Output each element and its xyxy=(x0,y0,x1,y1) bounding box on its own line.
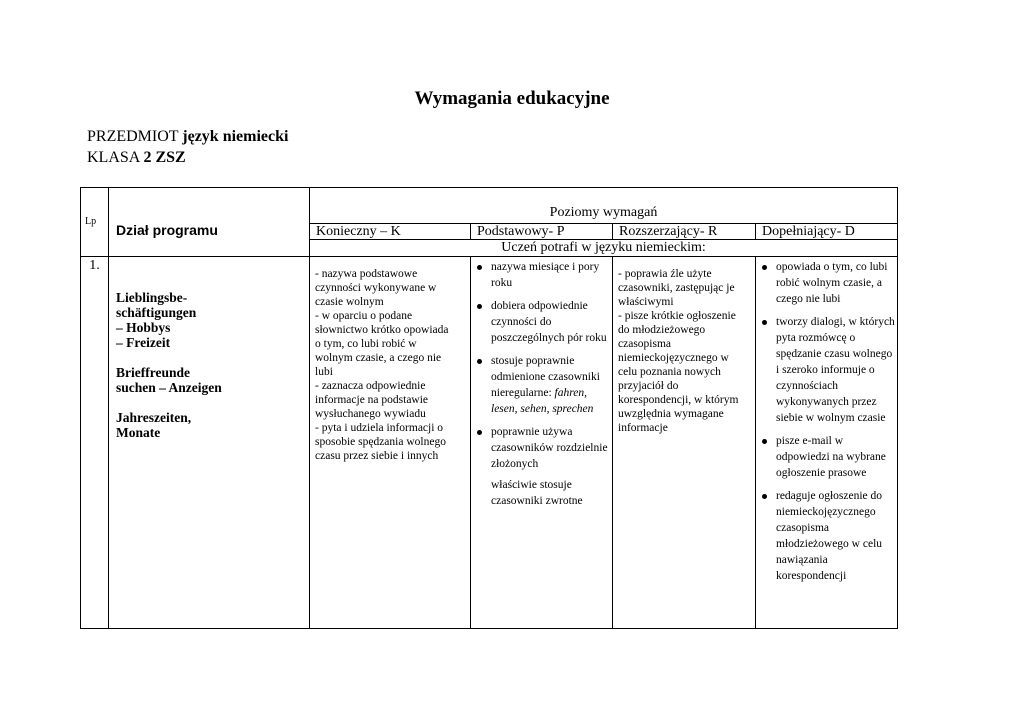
rozszerzajacy-line: niemieckojęzycznego w xyxy=(618,352,729,364)
rozszerzajacy-line: czasowniki, zastępując je xyxy=(618,282,735,294)
podstawowy-item xyxy=(477,298,610,346)
dopelniajacy-text: redaguje ogłoszenie do niemieckojęzycznego czasopisma młodzieżowego w celu nawiązania korespondencji xyxy=(776,490,883,582)
rozszerzajacy-line: uwzględnia wymagane xyxy=(618,408,724,420)
konieczny-line: sposobie spędzania wolnego xyxy=(315,436,446,448)
class-label: KLASA xyxy=(87,149,140,166)
rozszerzajacy-line: czasopisma xyxy=(618,338,672,350)
konieczny-line: - nazywa podstawowe xyxy=(315,268,418,280)
konieczny-line: - pyta i udziela informacji o xyxy=(315,422,444,434)
topic-line: schäftigungen xyxy=(116,305,197,320)
class-value: 2 ZSZ xyxy=(143,149,186,166)
level-dopelniajacy: Dopełniający- D xyxy=(756,223,898,240)
rozszerzajacy-line: informacje xyxy=(618,422,668,434)
konieczny-line: wolnym czasie, a czego nie xyxy=(315,352,442,364)
student-can-header: Uczeń potrafi w języku niemieckim: xyxy=(310,240,898,257)
row-number: 1. xyxy=(81,257,109,629)
rozszerzajacy-line: - pisze krótkie ogłoszenie xyxy=(618,310,736,322)
konieczny-line: czasie wolnym xyxy=(315,296,384,308)
levels-header: Poziomy wymagań xyxy=(310,188,898,224)
dopelniajacy-item xyxy=(762,433,895,481)
dopelniajacy-item xyxy=(762,314,895,426)
podstawowy-item xyxy=(477,259,610,291)
document-title: Wymagania edukacyjne xyxy=(414,88,610,109)
rozszerzajacy-line: korespondencji, w którym xyxy=(618,394,739,406)
rozszerzajacy-cell xyxy=(613,257,756,629)
bullet-icon xyxy=(762,494,767,499)
dopelniajacy-cell xyxy=(756,257,898,629)
topic-line: Monate xyxy=(116,425,161,440)
podstawowy-cell xyxy=(471,257,613,629)
rozszerzajacy-line: - poprawia źle użyte xyxy=(618,268,712,280)
podstawowy-verbs: fahren, lesen, sehen, sprechen xyxy=(491,387,594,415)
level-rozszerzajacy: Rozszerzający- R xyxy=(613,223,756,240)
bullet-icon xyxy=(477,430,482,435)
podstawowy-text: dobiera odpowiednie czynności do poszczególnych pór roku xyxy=(491,300,607,344)
konieczny-line: lubi xyxy=(315,366,333,378)
podstawowy-item xyxy=(477,353,610,417)
rozszerzajacy-line: do młodzieżowego xyxy=(618,324,706,336)
dopelniajacy-text: opowiada o tym, co lubi robić wolnym czasie, a czego nie lubi xyxy=(776,261,888,305)
class-line xyxy=(87,149,186,167)
subject-line xyxy=(87,128,288,146)
topics-cell xyxy=(109,257,310,629)
dopelniajacy-text: pisze e-mail w odpowiedzi na wybrane ogłoszenie prasowe xyxy=(776,435,886,479)
topic-line: Jahreszeiten, xyxy=(116,410,192,425)
section-header: Dział programu xyxy=(109,188,310,257)
lp-header: Lp xyxy=(81,188,109,257)
level-podstawowy: Podstawowy- P xyxy=(471,223,613,240)
dopelniajacy-text: tworzy dialogi, w których pyta rozmówcę o spędzanie czasu wolnego i szeroko informuje o czynnościach wykonywanych przez siebie w wolnym czasie xyxy=(776,316,895,424)
requirements-table xyxy=(80,187,898,629)
topic-line: – Hobbys xyxy=(116,320,171,335)
subject-label: PRZEDMIOT xyxy=(87,128,179,145)
konieczny-line: o tym, co lubi robić w xyxy=(315,338,417,350)
konieczny-line: czasu przez siebie i innych xyxy=(315,450,439,462)
topic-line: Lieblingsbe- xyxy=(116,290,188,305)
konieczny-cell xyxy=(310,257,471,629)
rozszerzajacy-line: właściwymi xyxy=(618,296,674,308)
konieczny-line: czynności wykonywane w xyxy=(315,282,437,294)
konieczny-line: - zaznacza odpowiednie xyxy=(315,380,426,392)
rozszerzajacy-line: przyjaciół do xyxy=(618,380,679,392)
podstawowy-item xyxy=(477,424,610,472)
topic-line: suchen – Anzeigen xyxy=(116,380,222,395)
podstawowy-text: nazywa miesiące i pory roku xyxy=(491,261,600,289)
dopelniajacy-item xyxy=(762,259,895,307)
podstawowy-text: stosuje poprawnie odmienione czasowniki nieregularne: xyxy=(491,355,600,399)
konieczny-line: wysłuchanego wywiadu xyxy=(315,408,426,420)
podstawowy-text: poprawnie używa czasowników rozdzielnie złożonych xyxy=(491,426,608,470)
konieczny-line: słownictwo krótko opowiada xyxy=(315,324,449,336)
bullet-icon xyxy=(762,439,767,444)
podstawowy-text: właściwie stosuje czasowniki zwrotne xyxy=(491,479,583,507)
rozszerzajacy-line: celu poznania nowych xyxy=(618,366,721,378)
bullet-icon xyxy=(477,265,482,270)
konieczny-line: informacje na podstawie xyxy=(315,394,429,406)
konieczny-line: - w oparciu o podane xyxy=(315,310,413,322)
podstawowy-item xyxy=(477,477,610,509)
bullet-icon xyxy=(762,320,767,325)
bullet-icon xyxy=(762,265,767,270)
dopelniajacy-item xyxy=(762,488,895,584)
bullet-icon xyxy=(477,359,482,364)
level-konieczny: Konieczny – K xyxy=(310,223,471,240)
topic-line: Brieffreunde xyxy=(116,365,190,380)
topic-line: – Freizeit xyxy=(116,335,171,350)
bullet-icon xyxy=(477,304,482,309)
subject-value: język niemiecki xyxy=(182,128,289,145)
